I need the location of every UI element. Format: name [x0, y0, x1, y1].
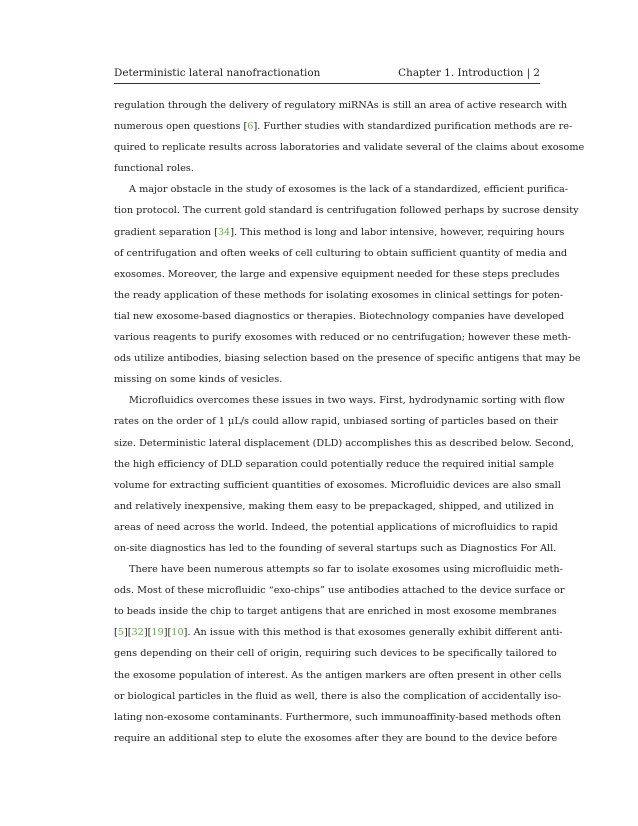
text-run: areas of need across the world. Indeed, the potential applications of microfluidics to rapid: [114, 521, 558, 533]
text-line: [114, 116, 573, 137]
text-run: gens depending on their cell of origin, requiring such devices to be specifically tailored to: [114, 648, 557, 660]
text-line: [114, 369, 540, 390]
text-run: tion protocol. The current gold standard is centrifugation followed perhaps by sucrose density: [114, 205, 579, 217]
text-line: [114, 95, 568, 116]
text-run: ][: [123, 627, 132, 639]
text-line: [114, 665, 562, 686]
citation-link[interactable]: 10: [171, 627, 184, 639]
text-run: [: [114, 627, 118, 639]
text-run: quired to replicate results across laboratories and validate several of the claims about exosome: [114, 142, 585, 154]
text-line: [114, 496, 554, 517]
text-line: [114, 601, 557, 622]
text-run: ]. This method is long and labor intensive, however, requiring hours: [230, 226, 565, 238]
text-run: ods utilize antibodies, biasing selection based on the presence of specific antigens that may be: [114, 353, 581, 365]
text-line: [114, 327, 572, 348]
text-run: volume for extracting sufficient quantities of exosomes. Microfluidic devices are also small: [114, 479, 561, 491]
text-line: [114, 475, 561, 496]
text-run: ]. Further studies with standardized purification methods are re-: [253, 121, 573, 133]
citation-link[interactable]: 19: [151, 627, 164, 639]
text-line: [114, 390, 565, 411]
text-line: [114, 707, 562, 728]
text-run: various reagents to purify exosomes with reduced or no centrifugation; however these meth-: [114, 332, 572, 344]
text-run: tial new exosome-based diagnostics or therapies. Biotechnology companies have developed: [114, 310, 565, 322]
text-run: missing on some kinds of vesicles.: [114, 374, 283, 386]
text-run: the high efficiency of DLD separation could potentially reduce the required initial sample: [114, 458, 554, 470]
text-run: lating non-exosome contaminants. Furthermore, such immunoaffinity-based methods often: [114, 711, 562, 723]
text-line: [114, 137, 585, 158]
text-run: There have been numerous attempts so far to isolate exosomes using microfluidic meth-: [129, 564, 563, 576]
header-chapter-page: Chapter 1. Introduction | 2: [398, 67, 540, 79]
text-line: [114, 348, 581, 369]
running-header: [114, 67, 540, 80]
text-line: [114, 179, 569, 200]
text-line: [114, 538, 557, 559]
text-line: [114, 622, 563, 643]
header-title: Deterministic lateral nanofractionation: [114, 67, 321, 79]
text-line: [114, 158, 540, 179]
text-line: [114, 517, 558, 538]
text-line: [114, 285, 564, 306]
text-run: regulation through the delivery of regulatory miRNAs is still an area of active research with: [114, 100, 568, 111]
text-run: exosomes. Moreover, the large and expensive equipment needed for these steps precludes: [114, 268, 560, 280]
text-line: [114, 200, 579, 221]
text-line: [114, 643, 557, 664]
text-line: [114, 264, 560, 285]
text-line: [114, 243, 568, 264]
citation-link[interactable]: 6: [247, 121, 254, 133]
text-run: or biological particles in the fluid as well, there is also the complication of accidentally iso-: [114, 690, 562, 702]
text-run: the ready application of these methods for isolating exosomes in clinical settings for poten-: [114, 289, 564, 301]
text-line: [114, 559, 563, 580]
text-line: [114, 222, 565, 243]
text-run: rates on the order of 1 μL/s could allow rapid, unbiased sorting of particles based on their: [114, 416, 558, 428]
text-run: size. Deterministic lateral displacement (DLD) accomplishes this as described below. Second,: [114, 437, 574, 449]
text-run: on-site diagnostics has led to the founding of several startups such as Diagnostics For All.: [114, 542, 557, 554]
header-rule: [114, 83, 540, 84]
text-run: numerous open questions [: [114, 121, 248, 133]
text-run: and relatively inexpensive, making them easy to be prepackaged, shipped, and utilized in: [114, 500, 554, 512]
text-line: [114, 454, 554, 475]
text-run: functional roles.: [114, 163, 194, 175]
text-line: [114, 411, 558, 432]
text-run: ][: [143, 627, 152, 639]
citation-link[interactable]: 32: [131, 627, 144, 639]
text-run: ods. Most of these microfluidic “exo-chips” use antibodies attached to the device surface or: [114, 585, 565, 597]
text-run: A major obstacle in the study of exosomes is the lack of a standardized, efficient purifica-: [129, 184, 569, 196]
text-line: [114, 686, 562, 707]
text-line: [114, 728, 558, 749]
text-run: require an additional step to elute the exosomes after they are bound to the device before: [114, 732, 558, 744]
text-run: ]. An issue with this method is that exosomes generally exhibit different anti-: [183, 627, 563, 639]
citation-link[interactable]: 5: [117, 627, 124, 639]
text-run: the exosome population of interest. As the antigen markers are often present in other cells: [114, 669, 562, 681]
text-run: to beads inside the chip to target antigens that are enriched in most exosome membranes: [114, 606, 557, 618]
text-line: [114, 306, 565, 327]
body-text: [114, 95, 585, 749]
text-line: [114, 433, 574, 454]
text-run: Microfluidics overcomes these issues in two ways. First, hydrodynamic sorting with flow: [129, 395, 565, 407]
text-line: [114, 580, 565, 601]
text-run: gradient separation [: [114, 226, 218, 238]
text-run: ][: [163, 627, 172, 639]
citation-link[interactable]: 34: [217, 226, 231, 238]
text-run: of centrifugation and often weeks of cell culturing to obtain sufficient quantity of media and: [114, 247, 568, 259]
